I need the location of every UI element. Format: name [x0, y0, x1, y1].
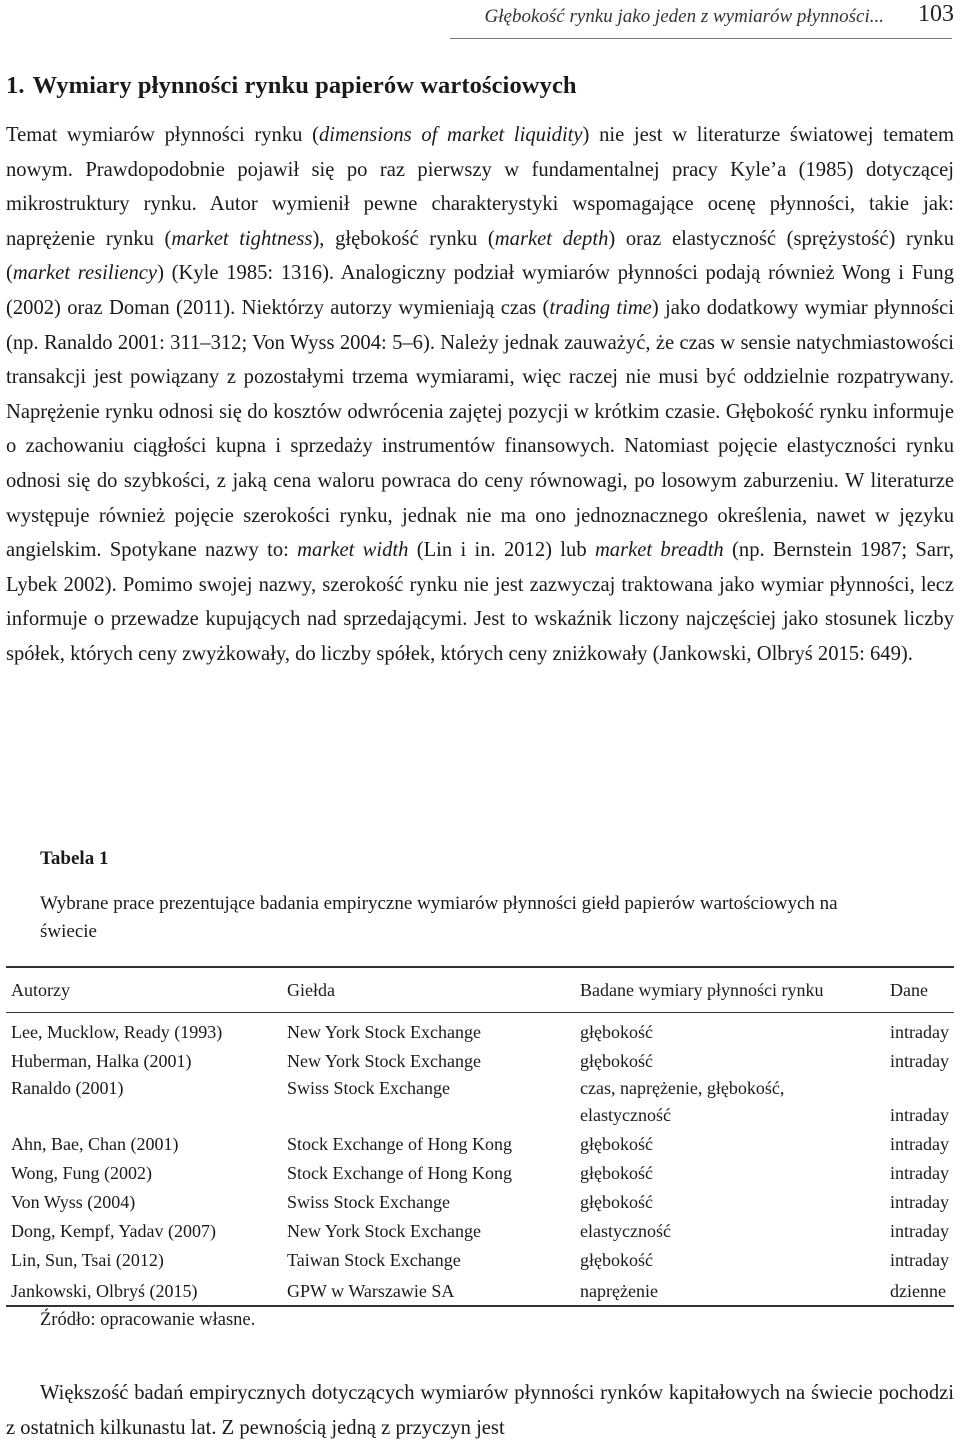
header-rule: [450, 38, 952, 39]
english-term: market width: [297, 539, 409, 562]
cell-dimensions-line: elastyczność: [580, 1105, 671, 1125]
english-term: market resiliency: [12, 262, 158, 285]
table-title: Wybrane prace prezentujące badania empiryczne wymiarów płynności giełd papierów wartościowych na świecie: [40, 893, 838, 942]
cell-exchange: Stock Exchange of Hong Kong: [287, 1134, 512, 1154]
cell-dimensions: głębokość: [580, 1192, 653, 1212]
paragraph-2: Większość badań empirycznych dotyczących wymiarów płynności rynków kapitałowych na świecie pochodzi z ostatnich kilkunastu lat. Z pewnością jedną z przyczyn jest: [6, 1382, 954, 1439]
table-row: [6, 1216, 954, 1245]
paragraph-1-text: (np. Bernstein 1987; Sarr, Lybek 2002). Pomimo swojej nazwy, szerokość rynku nie jest zazwyczaj traktowana jako wymiar płynności, lecz informuje o przewadze kupujących nad sprzedającymi. Jest to wskaźnik liczony najczęściej jako stosunek liczby spółek, których ceny zwyżkowały, do liczby spółek, których ceny zniżkowały (Jankowski, Olbryś 2015: 649).: [6, 539, 955, 665]
cell-dimensions: naprężenie: [575, 1274, 885, 1306]
table-row: [6, 1245, 954, 1274]
paragraph-1: [6, 118, 954, 672]
cell-exchange: Swiss Stock Exchange: [287, 1078, 450, 1098]
cell-data: intraday: [890, 1105, 949, 1125]
cell-authors: Lee, Mucklow, Ready (1993): [11, 1022, 223, 1042]
cell-dimensions: głębokość: [580, 1250, 653, 1270]
cell-data: intraday: [890, 1163, 949, 1183]
cell-data: dzienne: [885, 1274, 954, 1306]
cell-authors: Lin, Sun, Tsai (2012): [11, 1250, 164, 1270]
cell-authors: Jankowski, Olbryś (2015): [6, 1274, 282, 1306]
header-exchange: Giełda: [282, 967, 575, 1013]
table-row: [6, 1046, 954, 1075]
cell-dimensions: elastyczność: [580, 1221, 671, 1241]
cell-exchange: GPW w Warszawie SA: [282, 1274, 575, 1306]
header-authors: Autorzy: [6, 967, 282, 1013]
studies-table: [6, 966, 954, 1307]
paragraph-1-text: (Lin i in. 2012) lub: [408, 539, 595, 562]
page-header: [0, 0, 960, 42]
cell-dimensions: głębokość: [580, 1051, 653, 1071]
paragraph-1-text: ) (Kyle 1985: 1316). Analogiczny podział wymiarów płynności podają również Wong i Fung (2002) oraz Doman (2011). Niektórzy autorzy wymieniają czas (: [6, 262, 954, 319]
english-term: dimensions of market liquidity: [318, 124, 583, 146]
header-data: Dane: [885, 967, 954, 1013]
cell-dimensions: [575, 1075, 885, 1129]
cell-dimensions-line: czas, naprężenie, głębokość,: [580, 1078, 785, 1098]
table-row: [6, 1013, 954, 1047]
cell-exchange: New York Stock Exchange: [287, 1051, 481, 1071]
page-number: 103: [918, 1, 954, 27]
cell-authors: Huberman, Halka (2001): [11, 1051, 192, 1071]
cell-authors: Von Wyss (2004): [11, 1192, 136, 1212]
table-source-note: Źródło: opracowanie własne.: [40, 1310, 256, 1330]
cell-data: intraday: [890, 1022, 949, 1042]
cell-dimensions: głębokość: [580, 1163, 653, 1183]
english-term: trading time: [549, 296, 652, 319]
section-title: Wymiary płynności rynku papierów wartościowych: [32, 72, 577, 99]
cell-authors: Dong, Kempf, Yadav (2007): [11, 1221, 216, 1241]
table-row: [6, 1129, 954, 1158]
cell-dimensions: głębokość: [580, 1134, 653, 1154]
cell-data: intraday: [890, 1051, 949, 1071]
table-header-row: [6, 967, 954, 1013]
cell-exchange: New York Stock Exchange: [287, 1022, 481, 1042]
cell-authors: Ranaldo (2001): [11, 1078, 124, 1098]
table-caption: Tabela 1: [40, 848, 109, 869]
cell-data: intraday: [890, 1250, 949, 1270]
paragraph-1-text: Temat wymiarów płynności rynku (: [6, 124, 319, 146]
section-heading: [6, 72, 577, 100]
paragraph-1-text: ) nie jest w literaturze światowej tematem nowym. Prawdopodobnie pojawił się po raz pierwszy w fundamentalnej pracy Kyle’a (1985) dotyczącej mikrostruktury rynku. Autor wymienił pewne charakterystyki wspomagające ocenę płynności, takie jak: naprężenie rynku (: [6, 124, 954, 250]
cell-data: intraday: [890, 1134, 949, 1154]
cell-exchange: Stock Exchange of Hong Kong: [287, 1163, 512, 1183]
cell-authors: Ahn, Bae, Chan (2001): [11, 1134, 179, 1154]
paragraph-1-text: ), głębokość rynku (: [312, 227, 495, 250]
running-title: Głębokość rynku jako jeden z wymiarów płynności...: [484, 6, 884, 27]
table-row: [6, 1158, 954, 1187]
header-dimensions: Badane wymiary płynności rynku: [575, 967, 885, 1013]
cell-dimensions: głębokość: [580, 1022, 653, 1042]
english-term: market breadth: [594, 539, 724, 562]
cell-exchange: New York Stock Exchange: [287, 1221, 481, 1241]
cell-exchange: Taiwan Stock Exchange: [287, 1250, 461, 1270]
cell-data: intraday: [890, 1221, 949, 1241]
cell-data: intraday: [890, 1192, 949, 1212]
english-term: market depth: [494, 227, 609, 250]
paragraph-1-text: ) jako dodatkowy wymiar płynności (np. Ranaldo 2001: 311–312; Von Wyss 2004: 5–6). Należy jednak zauważyć, że czas w sensie natychmiastowości transakcji jest powiązany z pozostałymi trzema wymiarami, więc raczej nie musi być oddzielnie rozpatrywany. Naprężenie rynku odnosi się do kosztów odwrócenia zajętej pozycji w krótkim czasie. Głębokość rynku informuje o zachowaniu ciągłości kupna i sprzedaży instrumentów finansowych. Natomiast pojęcie elastyczności rynku odnosi się do szybkości, z jaką cena waloru powraca do ceny równowagi, po losowym zaburzeniu. W literaturze występuje również pojęcie szerokości rynku, jednak nie ma ono jednoznacznego określenia, nawet w języku angielskim. Spotykane nazwy to:: [6, 296, 954, 562]
section-number: 1.: [6, 72, 25, 99]
cell-exchange: Swiss Stock Exchange: [287, 1192, 450, 1212]
cell-authors: Wong, Fung (2002): [11, 1163, 153, 1183]
table-row: [6, 1187, 954, 1216]
table-row: [6, 1274, 954, 1306]
paragraph-1-text: ) oraz elastyczność (sprężystość) rynku (: [6, 227, 955, 285]
english-term: market tightness: [171, 227, 313, 250]
table-row: [6, 1075, 954, 1129]
